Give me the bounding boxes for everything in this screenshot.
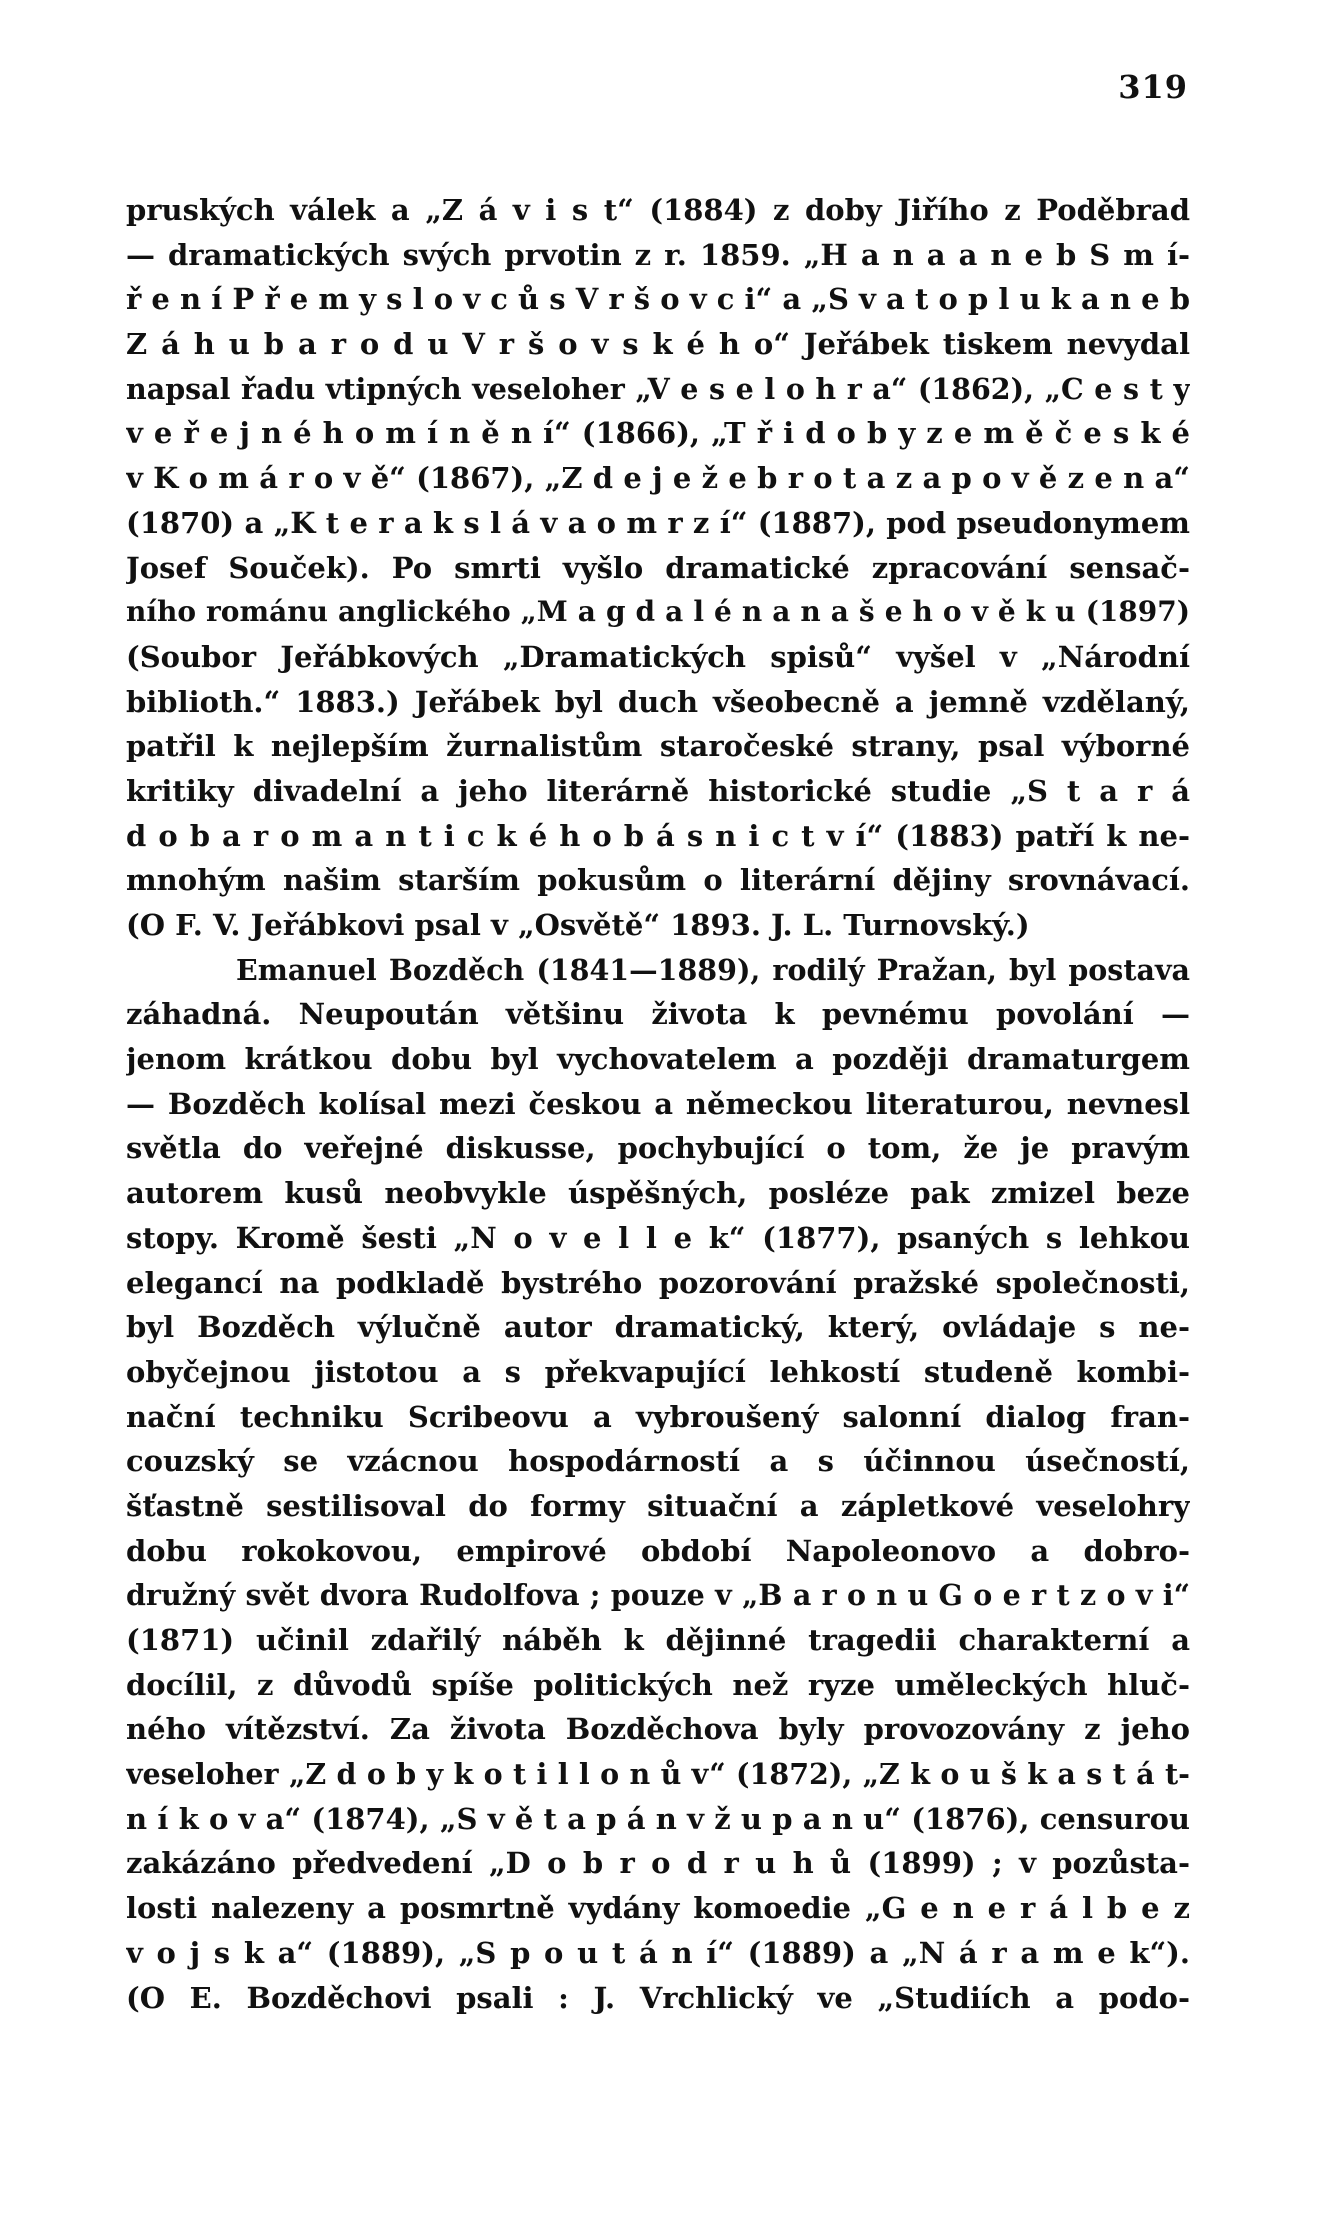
text-line: losti nalezeny a posmrtně vydány komoedie „G e n e r á l b e z [126,1891,1190,1926]
text-line: — Bozděch kolísal mezi českou a německou literaturou, nevnesl [126,1086,1190,1121]
body-text [126,188,1190,2020]
text-line: v e ř e j n é h o m í n ě n í“ (1866), „T ř i d o b y z e m ě č e s k é [126,416,1190,451]
text-line: jenom krátkou dobu byl vychovatelem a později dramaturgem [126,1042,1190,1077]
text-line: světla do veřejné diskusse, pochybující o tom, že je pravým [126,1131,1190,1166]
text-line: docílil, z důvodů spíše politických než ryze uměleckých hluč- [126,1667,1190,1702]
text-line: pruských válek a „Z á v i s t“ (1884) z doby Jiřího z Poděbrad [126,193,1190,227]
text-line: dobu rokokovou, empirové období Napoleonovo a dobro- [126,1533,1190,1568]
text-line: stopy. Kromě šesti „N o v e l l e k“ (1877), psaných s lehkou [126,1220,1190,1255]
text-line: couzský se vzácnou hospodárností a s účinnou úsečností, [126,1444,1190,1479]
text-line: ního románu anglického „M a g d a l é n a n a š e h o v ě k u (1897) [126,595,1190,629]
page-number: 319 [1118,68,1188,106]
text-line: (O F. V. Jeřábkovi psal v „Osvětě“ 1893. J. L. Turnovský.) [126,908,1030,942]
text-line: v K o m á r o v ě“ (1867), „Z d e j e ž e b r o t a z a p o v ě z e n a“ [126,461,1190,496]
text-line: v o j s k a“ (1889), „S p o u t á n í“ (1889) a „N á r a m e k“). [126,1935,1190,1970]
text-line: (Soubor Jeřábkových „Dramatických spisů“ vyšel v „Národní [126,639,1190,674]
text-line: ného vítězství. Za života Bozděchova byly provozovány z jeho [126,1712,1190,1747]
text-line: zakázáno předvedení „D o b r o d r u h ů (1899) ; v pozůsta- [126,1846,1190,1881]
text-line: biblioth.“ 1883.) Jeřábek byl duch všeobecně a jemně vzdělaný, [126,684,1190,719]
text-line: (1871) učinil zdařilý náběh k dějinné tragedii charakterní a [126,1623,1190,1657]
text-line: elegancí na podkladě bystrého pozorování pražské společnosti, [126,1265,1190,1300]
text-line: nační techniku Scribeovu a vybroušený salonní dialog fran- [126,1399,1190,1434]
text-line: patřil k nejlepším žurnalistům staročeské strany, psal výborné [126,729,1190,764]
text-line: Z á h u b a r o d u V r š o v s k é h o“ Jeřábek tiskem nevydal [126,327,1190,362]
text-line: mnohým našim starším pokusům o literární dějiny srovnávací. [126,863,1190,898]
text-line: autorem kusů neobvykle úspěšných, posléze pak zmizel beze [126,1176,1190,1211]
text-line: šťastně sestilisoval do formy situační a zápletkové veselohry [126,1488,1190,1523]
text-line: družný svět dvora Rudolfova ; pouze v „B a r o n u G o e r t z o v i“ [126,1578,1190,1613]
text-line: d o b a r o m a n t i c k é h o b á s n i c t v í“ (1883) patří k ne- [126,818,1190,853]
text-line: byl Bozděch výlučně autor dramatický, který, ovládaje s ne- [126,1310,1190,1345]
text-line: veseloher „Z d o b y k o t i l l o n ů v“ (1872), „Z k o u š k a s t á t- [126,1757,1190,1792]
text-line: (1870) a „K t e r a k s l á v a o m r z í“ (1887), pod pseudonymem [126,505,1190,540]
text-line: Josef Souček). Po smrti vyšlo dramatické zpracování sensač- [126,550,1190,585]
text-line: kritiky divadelní a jeho literárně historické studie „S t a r á [126,773,1190,808]
text-line: (O E. Bozděchovi psali : J. Vrchlický ve „Studiích a podo- [126,1980,1190,2015]
text-line: n í k o v a“ (1874), „S v ě t a p á n v ž u p a n u“ (1876), censurou [126,1801,1190,1836]
text-line: ř e n í P ř e m y s l o v c ů s V r š o v c i“ a „S v a t o p l u k a n e b [126,282,1190,317]
text-line: napsal řadu vtipných veseloher „V e s e l o h r a“ (1862), „C e s t y [126,371,1190,406]
text-line: obyčejnou jistotou a s překvapující lehkostí studeně kombi- [126,1354,1190,1389]
text-line: — dramatických svých prvotin z r. 1859. „H a n a a n e b S m í- [126,237,1190,272]
text-line: záhadná. Neupoután většinu života k pevnému povolání — [126,997,1190,1032]
text-line: Emanuel Bozděch (1841—1889), rodilý Pražan, byl postava [236,952,1190,987]
